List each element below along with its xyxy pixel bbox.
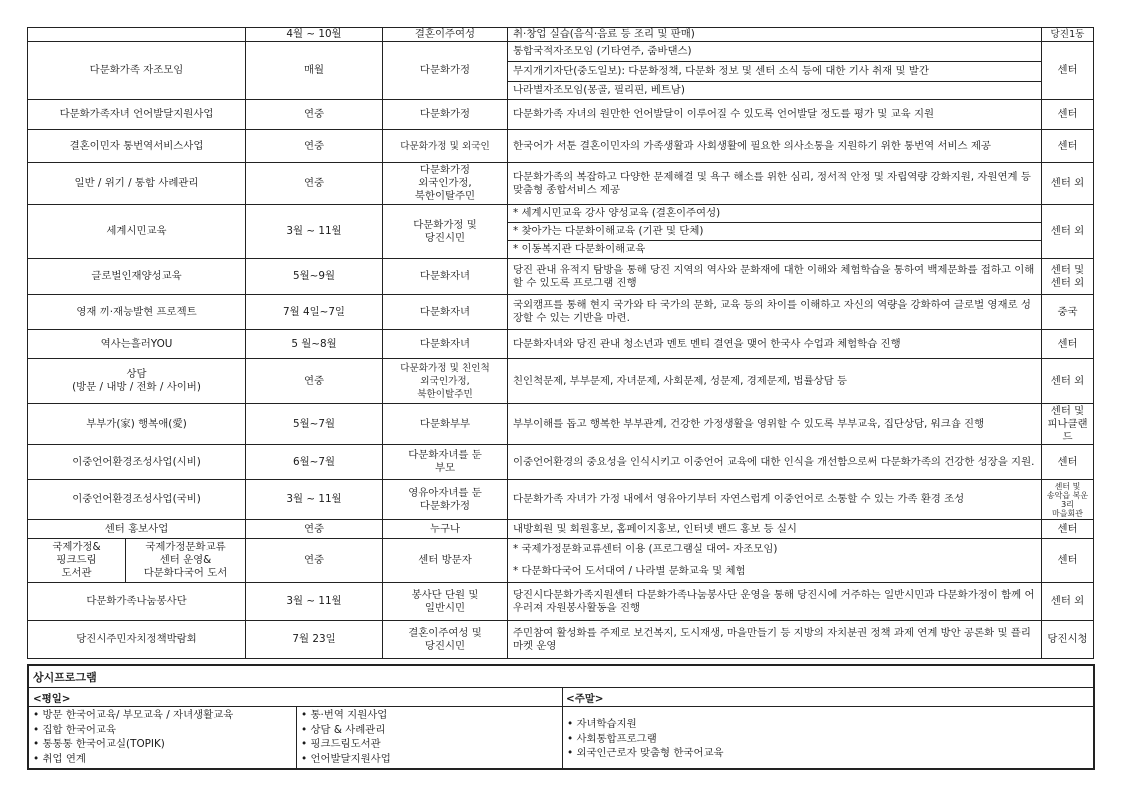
program-target: 다문화가정 및 외국인 [383, 130, 508, 163]
program-period: 6월~7월 [246, 445, 383, 480]
permanent-program-title: 상시프로그램 [33, 671, 97, 684]
program-place: 센터 및 센터 외 [1042, 259, 1094, 295]
program-place: 센터 [1042, 130, 1094, 163]
program-period: 연중 [246, 130, 383, 163]
program-period: 3월 ~ 11월 [246, 205, 383, 259]
program-name-b: 국제가정문화교류 센터 운영& 다문화다국어 도서 [126, 539, 246, 583]
program-name: 부부가(家) 행복애(愛) [28, 404, 246, 445]
table-row [28, 28, 1094, 42]
list-item: • 사회통합프로그램 [567, 732, 1067, 747]
program-place: 당진시청 [1042, 621, 1094, 659]
table-row [28, 100, 1094, 130]
program-content: 내방회원 및 회원홍보, 홈페이지홍보, 인터넷 밴드 홍보 등 실시 [508, 520, 1042, 539]
weekday-list-2 [301, 708, 551, 766]
program-period: 매월 [246, 42, 383, 100]
program-place: 센터 [1042, 445, 1094, 480]
program-name: 영재 끼·재능발현 프로젝트 [28, 295, 246, 330]
permanent-program-box [27, 664, 1095, 770]
program-target: 다문화가정 및 당진시민 [383, 205, 508, 259]
program-name: 당진시주민자치정책박람회 [28, 621, 246, 659]
program-period: 연중 [246, 359, 383, 404]
program-content-line: * 이동복지관 다문화이해교육 [508, 241, 1042, 259]
program-name: 결혼이민자 통번역서비스사업 [28, 130, 246, 163]
weekend-list [567, 717, 1067, 761]
program-place: 센터 외 [1042, 205, 1094, 259]
list-item: • 집합 한국어교육 [33, 723, 293, 738]
program-content: 이중언어환경의 중요성을 인식시키고 이중언어 교육에 대한 인식을 개선함으로써 다문화가족의 건강한 성장을 지원. [508, 445, 1042, 480]
program-place: 센터 [1042, 539, 1094, 583]
program-content: 다문화자녀와 당진 관내 청소년과 멘토 멘티 결연을 맺어 한국사 수업과 체험학습 진행 [508, 330, 1042, 359]
program-name: 다문화가족 자조모임 [28, 42, 246, 100]
program-name: 다문화가족자녀 언어발달지원사업 [28, 100, 246, 130]
program-place: 센터 [1042, 520, 1094, 539]
program-target: 결혼이주여성 및 당진시민 [383, 621, 508, 659]
program-period: 7월 4일~7일 [246, 295, 383, 330]
program-target: 누구나 [383, 520, 508, 539]
table-row [28, 359, 1094, 404]
program-period: 연중 [246, 100, 383, 130]
list-item: • 통통통 한국어교실(TOPIK) [33, 737, 293, 752]
program-target: 결혼이주여성 [383, 28, 508, 42]
program-place: 중국 [1042, 295, 1094, 330]
divider [562, 687, 563, 768]
program-table [27, 27, 1094, 659]
program-target: 다문화가정 및 친인척 외국인가정, 북한이탈주민 [383, 359, 508, 404]
list-item: • 취업 연계 [33, 752, 293, 767]
table-row [28, 295, 1094, 330]
table-row [28, 259, 1094, 295]
list-item: • 통·번역 지원사업 [301, 708, 551, 723]
program-name: 상담 (방문 / 내방 / 전화 / 사이버) [28, 359, 246, 404]
list-item: • 상담 & 사례관리 [301, 723, 551, 738]
program-name: 이중언어환경조성사업(시비) [28, 445, 246, 480]
program-target: 영유아자녀를 둔 다문화가정 [383, 480, 508, 520]
program-target: 다문화자녀 [383, 330, 508, 359]
program-content: 당진시다문화가족지원센터 다문화가족나눔봉사단 운영을 통해 당진시에 거주하는 일반시민과 다문화가정이 함께 어우러져 자원봉사활동을 진행 [508, 583, 1042, 621]
program-content: 부부이해를 돕고 행복한 부부관계, 건강한 가정생활을 영위할 수 있도록 부부교육, 집단상담, 워크숍 진행 [508, 404, 1042, 445]
program-content: 다문화가족 자녀의 원만한 언어발달이 이루어질 수 있도록 언어발달 정도를 평가 및 교육 지원 [508, 100, 1042, 130]
program-target: 다문화가정 외국인가정, 북한이탈주민 [383, 163, 508, 205]
table-row [28, 130, 1094, 163]
table-row [28, 404, 1094, 445]
program-target: 다문화자녀를 둔 부모 [383, 445, 508, 480]
program-content: 주민참여 활성화를 주제로 보건복지, 도시재생, 마을만들기 등 지방의 자치분권 정책 과제 연계 방안 공론화 및 플리마켓 운영 [508, 621, 1042, 659]
program-name [28, 28, 246, 42]
program-place: 센터 및 송악읍 복운3리 마을회관 [1042, 480, 1094, 520]
program-place: 센터 [1042, 100, 1094, 130]
program-name: 글로벌인재양성교육 [28, 259, 246, 295]
program-period: 3월 ~ 11월 [246, 480, 383, 520]
program-content: 취·창업 실습(음식·음료 등 조리 및 판매) [508, 28, 1042, 42]
program-place: 센터 외 [1042, 163, 1094, 205]
program-content: 다문화가족의 복잡하고 다양한 문제해결 및 욕구 해소를 위한 심리, 정서적 안정 및 자립역량 강화지원, 자원연계 등 맞춤형 종합서비스 제공 [508, 163, 1042, 205]
program-period: 5월~9월 [246, 259, 383, 295]
program-place: 센터 외 [1042, 359, 1094, 404]
table-row [28, 42, 1094, 62]
table-row [28, 445, 1094, 480]
divider [29, 687, 1093, 688]
program-name: 이중언어환경조성사업(국비) [28, 480, 246, 520]
program-content: 한국어가 서툰 결혼이민자의 가족생활과 사회생활에 필요한 의사소통을 지원하기 위한 통번역 서비스 제공 [508, 130, 1042, 163]
table-row [28, 480, 1094, 520]
weekday-heading: <평일> [33, 693, 71, 705]
program-place: 당진1동 [1042, 28, 1094, 42]
program-content: 다문화가족 자녀가 가정 내에서 영유아기부터 자연스럽게 이중언어로 소통할 수 있는 가족 환경 조성 [508, 480, 1042, 520]
program-content: 친인척문제, 부부문제, 자녀문제, 사회문제, 성문제, 경제문제, 법률상담 등 [508, 359, 1042, 404]
table-row [28, 205, 1094, 223]
program-target: 다문화가정 [383, 100, 508, 130]
table-row [28, 621, 1094, 659]
program-target: 센터 방문자 [383, 539, 508, 583]
program-content: 국외캠프를 통해 현지 국가와 타 국가의 문화, 교육 등의 차이를 이해하고 자신의 역량을 강화하여 글로벌 영재로 성장할 수 있는 기반을 마련. [508, 295, 1042, 330]
list-item: • 언어발달지원사업 [301, 752, 551, 767]
program-content-line: 나라별자조모임(몽골, 필리핀, 베트남) [508, 82, 1042, 100]
list-item: • 핑크드림도서관 [301, 737, 551, 752]
program-place: 센터 외 [1042, 583, 1094, 621]
list-item: • 자녀학습지원 [567, 717, 1067, 732]
program-target: 다문화가정 [383, 42, 508, 100]
program-period: 7월 23일 [246, 621, 383, 659]
program-place: 센터 및 피나클랜드 [1042, 404, 1094, 445]
program-name: 세계시민교육 [28, 205, 246, 259]
program-name: 역사는흘러YOU [28, 330, 246, 359]
program-schedule [27, 27, 1093, 659]
list-item: • 방문 한국어교육/ 부모교육 / 자녀생활교육 [33, 708, 293, 723]
program-content-line: 통합국적자조모임 (기타연주, 줌바댄스) [508, 42, 1042, 62]
program-target: 다문화자녀 [383, 295, 508, 330]
table-row [28, 163, 1094, 205]
weekday-list-1 [33, 708, 293, 766]
list-item: • 외국인근로자 맞춤형 한국어교육 [567, 746, 1067, 761]
program-period: 연중 [246, 539, 383, 583]
program-content-line: * 다문화다국어 도서대여 / 나라별 문화교육 및 체험 [508, 561, 1042, 583]
program-period: 4월 ~ 10월 [246, 28, 383, 42]
program-name-a: 국제가정& 핑크드림 도서관 [28, 539, 126, 583]
table-row [28, 330, 1094, 359]
program-target: 봉사단 단원 및 일반시민 [383, 583, 508, 621]
divider [296, 706, 297, 768]
program-period: 연중 [246, 163, 383, 205]
program-name: 일반 / 위기 / 통합 사례관리 [28, 163, 246, 205]
program-content-line: * 세계시민교육 강사 양성교육 (결혼이주여성) [508, 205, 1042, 223]
program-period: 5월~7월 [246, 404, 383, 445]
table-row [28, 539, 1094, 561]
program-period: 3월 ~ 11월 [246, 583, 383, 621]
program-content: 당진 관내 유적지 탐방을 통해 당진 지역의 역사와 문화재에 대한 이해와 체험학습을 통하여 백제문화를 접하고 이해할 수 있도록 프로그램 진행 [508, 259, 1042, 295]
program-place: 센터 [1042, 42, 1094, 100]
program-period: 연중 [246, 520, 383, 539]
program-place: 센터 [1042, 330, 1094, 359]
table-row [28, 520, 1094, 539]
program-name: 다문화가족나눔봉사단 [28, 583, 246, 621]
program-target: 다문화부부 [383, 404, 508, 445]
program-target: 다문화자녀 [383, 259, 508, 295]
program-period: 5 월~8월 [246, 330, 383, 359]
program-content-line: * 국제가정문화교류센터 이용 (프로그램실 대여- 자조모임) [508, 539, 1042, 561]
weekend-heading: <주말> [566, 693, 604, 705]
table-row [28, 583, 1094, 621]
program-content-line: * 찾아가는 다문화이해교육 (기관 및 단체) [508, 223, 1042, 241]
divider [29, 706, 1093, 707]
program-content-line: 무지개기자단(중도일보): 다문화정책, 다문화 정보 및 센터 소식 등에 대한 기사 취재 및 발간 [508, 62, 1042, 82]
program-name: 센터 홍보사업 [28, 520, 246, 539]
